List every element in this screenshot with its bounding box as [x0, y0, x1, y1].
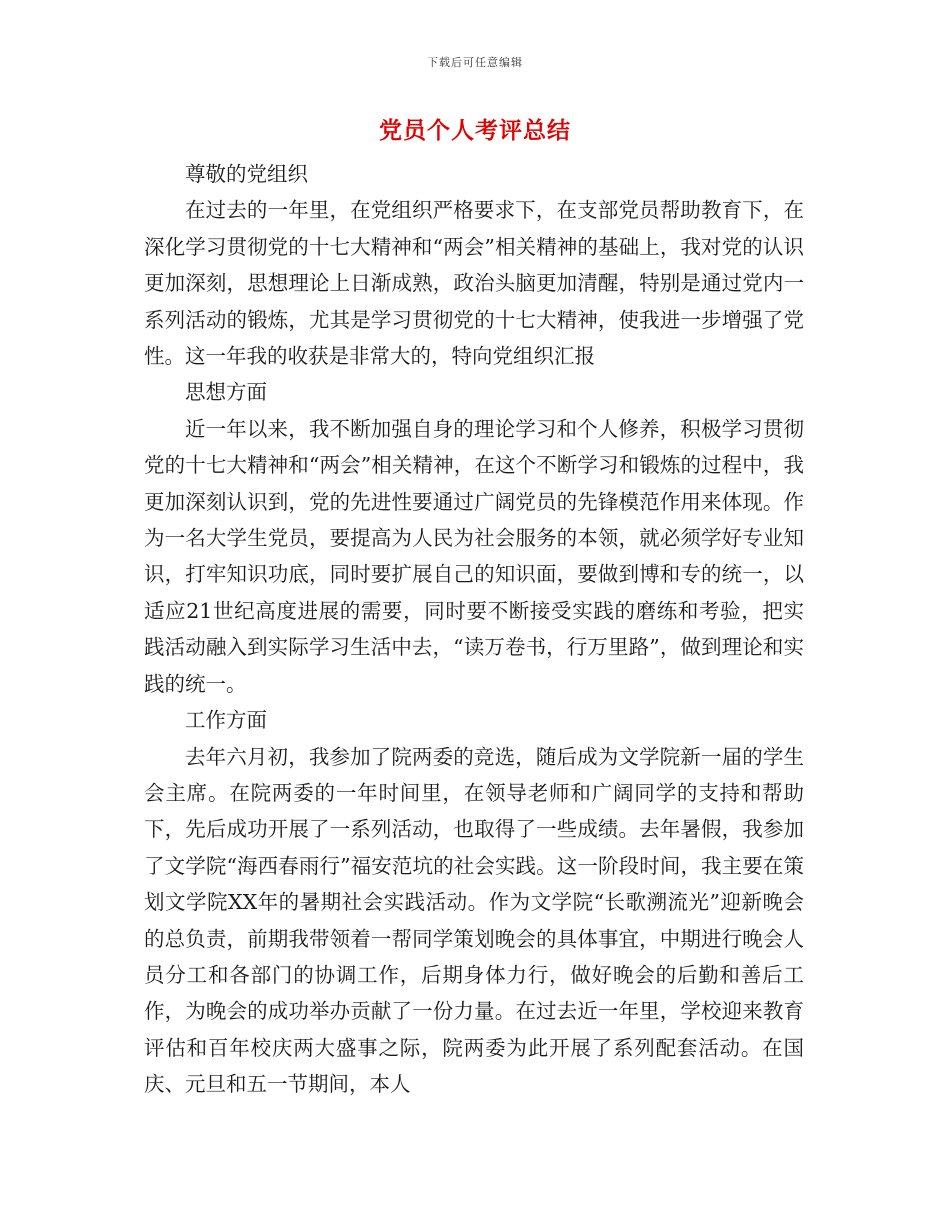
section-heading-thought: 思想方面: [185, 380, 267, 405]
document-body: [144, 156, 804, 1103]
section-heading-work: 工作方面: [185, 708, 267, 733]
page-header-note: 下载后可任意编辑: [427, 56, 523, 69]
paragraph-thought: 近一年以来，我不断加强自身的理论学习和个人修养，积极学习贯彻党的十七大精神和“两会”相关精神，在这个不断学习和锻炼的过程中，我更加深刻认识到，党的先进性要通过广阔党员的先锋模范作用来体现。作为一名大学生党员，要提高为人民为社会服务的本领，就必须学好专业知识，打牢知识功底，同时要扩展自己的知识面，要做到博和专的统一，以适应21世纪高度进展的需要，同时要不断接受实践的磨练和考验，把实践活动融入到实际学习生活中去，“读万卷书，行万里路”，做到理论和实践的统一。: [144, 416, 804, 696]
document-title: 党员个人考评总结: [379, 117, 571, 144]
paragraph-work: 去年六月初，我参加了院两委的竞选，随后成为文学院新一届的学生会主席。在院两委的一年时间里，在领导老师和广阔同学的支持和帮助下，先后成功开展了一系列活动，也取得了一些成绩。去年暑假，我参加了文学院“海西春雨行”福安范坑的社会实践。这一阶段时间，我主要在策划文学院XX年的暑期社会实践活动。作为文学院“长歌溯流光”迎新晚会的总负责，前期我带领着一帮同学策划晚会的具体事宜，中期进行晚会人员分工和各部门的协调工作，后期身体力行，做好晚会的后勤和善后工作，为晚会的成功举办贡献了一份力量。在过去近一年里，学校迎来教育评估和百年校庆两大盛事之际，院两委为此开展了系列配套活动。在国庆、元旦和五一节期间，本人: [144, 744, 804, 1097]
paragraph-intro: 在过去的一年里，在党组织严格要求下，在支部党员帮助教育下，在深化学习贯彻党的十七大精神和“两会”相关精神的基础上，我对党的认识更加深刻，思想理论上日渐成熟，政治头脑更加清醒，特别是通过党内一系列活动的锻炼，尤其是学习贯彻党的十七大精神，使我进一步增强了党性。这一年我的收获是非常大的，特向党组织汇报: [144, 198, 804, 369]
salutation: 尊敬的党组织: [185, 162, 308, 186]
